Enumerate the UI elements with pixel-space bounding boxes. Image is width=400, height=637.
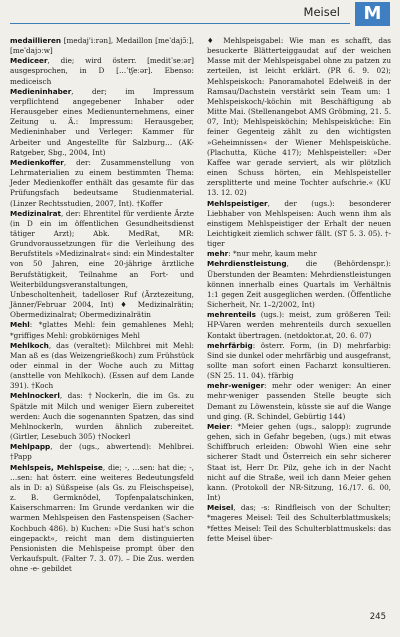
- entry-body: [medaj'iːrən], Medaillon [meˈdajɔ̃ː], [meˈdajɔːw]: [10, 36, 194, 56]
- headword: mehr: [207, 249, 229, 259]
- headword: Mehl: [10, 320, 30, 330]
- entry: [207, 422, 391, 503]
- headword: medaillieren: [10, 36, 62, 45]
- entry-body: , der (ugs.): besonderer Liebhaber von Mehlspeisen: Auch wenn ihm als einstigem Mehlspeistiger der Erhalt der neuen Leichtigkeit ziemlich schwer fällt. (ST 5. 3. 05). †-tiger: [207, 198, 391, 249]
- entry: [207, 249, 391, 259]
- headword: Meier: [207, 421, 231, 431]
- entry: [207, 36, 391, 199]
- entry: [207, 381, 391, 422]
- entry: [10, 442, 194, 462]
- entry: [10, 341, 194, 392]
- headword: Mehlspeistiger: [207, 198, 268, 208]
- entry: [10, 158, 194, 209]
- entry-body: : *Meier gehen (ugs., salopp): zugrunde gehen, sich in Gefahr begeben, (ugs.) mit etwas Schiffbruch erleiden: Obwohl Wien eine sehr sicherer Stadt und Österreich ein sehr sicherer Staat ist, Herr Dr. Pilz, gehe ich in der Nacht nicht auf die Straße, weil ich dann Meier gehen kann. (Protokoll der NR-Sitzung, 16./17. 6. 00, Int): [207, 421, 391, 503]
- entry: [207, 341, 391, 382]
- entry: [207, 259, 391, 310]
- headword: Medieninhaber: [10, 86, 72, 96]
- entry-body: (ugs.): meist, zum größeren Teil: HP-Varen werden mehrenteils durch sexuellen Kontakt übertragen. (netdoktor.at, 20. 6. 07): [207, 310, 391, 340]
- left-column: [10, 36, 194, 574]
- entry-body: , das (veraltet): Milchbrei mit Mehl: Man aß es (das Weizengrießkoch) zum Frühstück oder einmal in der Woche auch zu Mittag (ansttelle von Mehlkoch). (Essen auf dem Lande 391). †Koch: [10, 340, 194, 391]
- headword: Mehlkoch: [10, 340, 49, 350]
- entry-body: ♦ Mehlspeisgabel: Wie man es schafft, das besuckerte Blätterteiggaudat auf der weichen Masse mit der Mehlspeisgabel ohne zu patzen zu zerteilen, ist leicht erklärt. (PR 6. 9. 02); Mehlspeiskoch: Panoramahotel Edelweiß in der Ramsau/Dachstein verstärkt sein Team um: 1 Mehlspeiskoch/-köchin mit Beschäftigung ab Mitte Mai. (Stellenangebot AMS Gröbming, 21. 5. 07, Int); Mehlspeisköchin; Mehlspeisküche: Ein feiner Gegenteig zählt zu den wichtigsten »Geheimnissen« der Wiener Mehlspeisküche. (Plachutta, Küche 417); Mehlspeisteller: »Der Kaffee war gerade serviert, als wir plötzlich einen Schuss hörten, ein Mehlspeisteller zersplitterte und meine Tochter aufschrie.« (KU 13. 12. 02): [207, 36, 391, 198]
- headword: Medienkoffer: [10, 157, 64, 167]
- entry-body: , der (ugs., abwertend): Mehlbrei. †Papp: [10, 442, 194, 462]
- entry: [10, 209, 194, 321]
- headword: Mehlnockerl: [10, 391, 60, 401]
- headword: Medizinalrat: [10, 208, 61, 218]
- page-number: 245: [369, 612, 386, 622]
- entry-body: : österr. Form, (in D) mehrfarbig: Sind sie dunkel oder mehrfärbig und ausgefranst, sollte man sofort einen Facharzt konsultieren. (SN 25. 11. 04). †färbig: [207, 340, 391, 381]
- entry: [10, 391, 194, 442]
- entry-body: , die (Behördenspr.): Überstunden der Beamten: Mehrdienstleistungen können innerhalb eines Quartals im Verhältnis 1:1 gegen Zeit ausgeglichen werden. (Öffentliche Sicherheit, Nr. 1–2/2002, Int): [207, 259, 391, 310]
- right-column: [207, 36, 391, 544]
- entry: [10, 36, 194, 56]
- entry: [10, 56, 194, 86]
- letter-tab: M: [355, 2, 390, 26]
- header-rule: [10, 23, 350, 24]
- entry: [207, 199, 391, 250]
- headword: mehrfärbig: [207, 340, 253, 350]
- entry-body: , das: †Nockerln, die im Gs. zu Spätzle mit Milch und weniger Eiern zubereitet werden: Auch die sogenannten Spatzen, das sind Mehlnockerln, wurden ähnlich zubereitet. (Girtler, Lesebuch 305) †Nockerl: [10, 391, 194, 442]
- entry-body: , der; im Impressum verpflichtend angegebener Inhaber oder Herausgeber eines Medienunternehmens, einer Zeitung u. Ä.: Impressum: Herausgeber, Medieninhaber und Verleger: Kammer für Arbeiter und Angestellte für Salzburg… (AK-Ratgeber, Sbg., 2004, Int): [10, 86, 194, 157]
- entry-body: , die; -, …sen: hat die; -, …sen: hat österr. eine weiteres Bedeutungsfeld als in D: a) Süßspeise (als Gs. zu Fleischspeise), z. B. Germknödel, Topfenpalatschinken, Kaiserschmarren: Im Grunde verdanken wir die warmen Mehlspeisen den Fastenspeisen (Sacher-Kochbuch 486). b) Kuchen: »Die Susi hat's schon eingepackt«, reicht man dem distinguierten Pensionisten die Mehlspeise prompt über den Verkaufspult. (Falter 7. 3. 07). – Die Zus. werden ohne -e- gebildet: [10, 462, 194, 574]
- entry-body: : *glattes Mehl: fein gemahlenes Mehl; *griffiges Mehl: grobkörniges Mehl: [10, 320, 194, 340]
- headword: Mehrdienstleistung: [207, 259, 287, 269]
- entry: [207, 503, 391, 544]
- entry-body: , der: Zusammenstellung von Lehrmaterialien zu einem bestimmten Thema: Jeder Medienkoffer enthält das gesamte für das Prüfungsfach bedeutsame Studienmaterial. (Linzer Rechtsstudien, 2007, Int). †Koffer: [10, 157, 194, 208]
- entry-body: : *nur mehr, kaum mehr: [228, 249, 317, 259]
- headword: Mehlpapp: [10, 442, 51, 452]
- entry: [10, 320, 194, 340]
- entry: [10, 87, 194, 158]
- running-head-word: Meisel: [303, 5, 340, 19]
- headword: Mehlspeis, Mehlspeise: [10, 462, 103, 472]
- headword: Mediceer: [10, 56, 48, 66]
- headword: Meisel: [207, 503, 234, 513]
- entry-body: : mehr oder weniger: An einer mehr-weniger passenden Stelle beugte sich Demant zu Löwenstein, küsste sie auf die Wange und ging. (R. Schindel, Gebürtig 144): [207, 381, 391, 421]
- entry: [207, 310, 391, 340]
- entry-body: , das; -s: Rindfleisch von der Schulter; *mageres Meisel: Teil des Schulterblattmuskels; *fettes Meisel: Teil des Schulterblattmuskels: das fette Meisel über-: [207, 503, 391, 543]
- entry-body: , die; wird österr. [meditˈseːər] ausgesprochen, in D […ˈtʃeːər]. Ebenso: mediceisch: [10, 56, 194, 86]
- entry: [10, 463, 194, 575]
- headword: mehrenteils: [207, 310, 256, 320]
- entry-body: , der: Ehrentitel für verdiente Ärzte (in D ein im öffentlichen Gesundheitsdienst tätiger Arzt); Abk. MedRat, MR: Grundvoraussetzungen für die Verleihung des Berufstitels »Medizinalrat« sind: ein Mindestalter von 50 Jahren, eine 20-jährige ärztliche Berufstätigkeit, Teilnahme an Fort- und Weiterbildungsveranstaltungen, Unbescholtenheit, tadelloser Ruf (Ärztezeitung, Jänner/Februar 2004, Int) ♦ Medizinalrätin; Obermedizinalrat; Obermedizinalrätin: [10, 208, 194, 320]
- headword: mehr-weniger: [207, 381, 265, 391]
